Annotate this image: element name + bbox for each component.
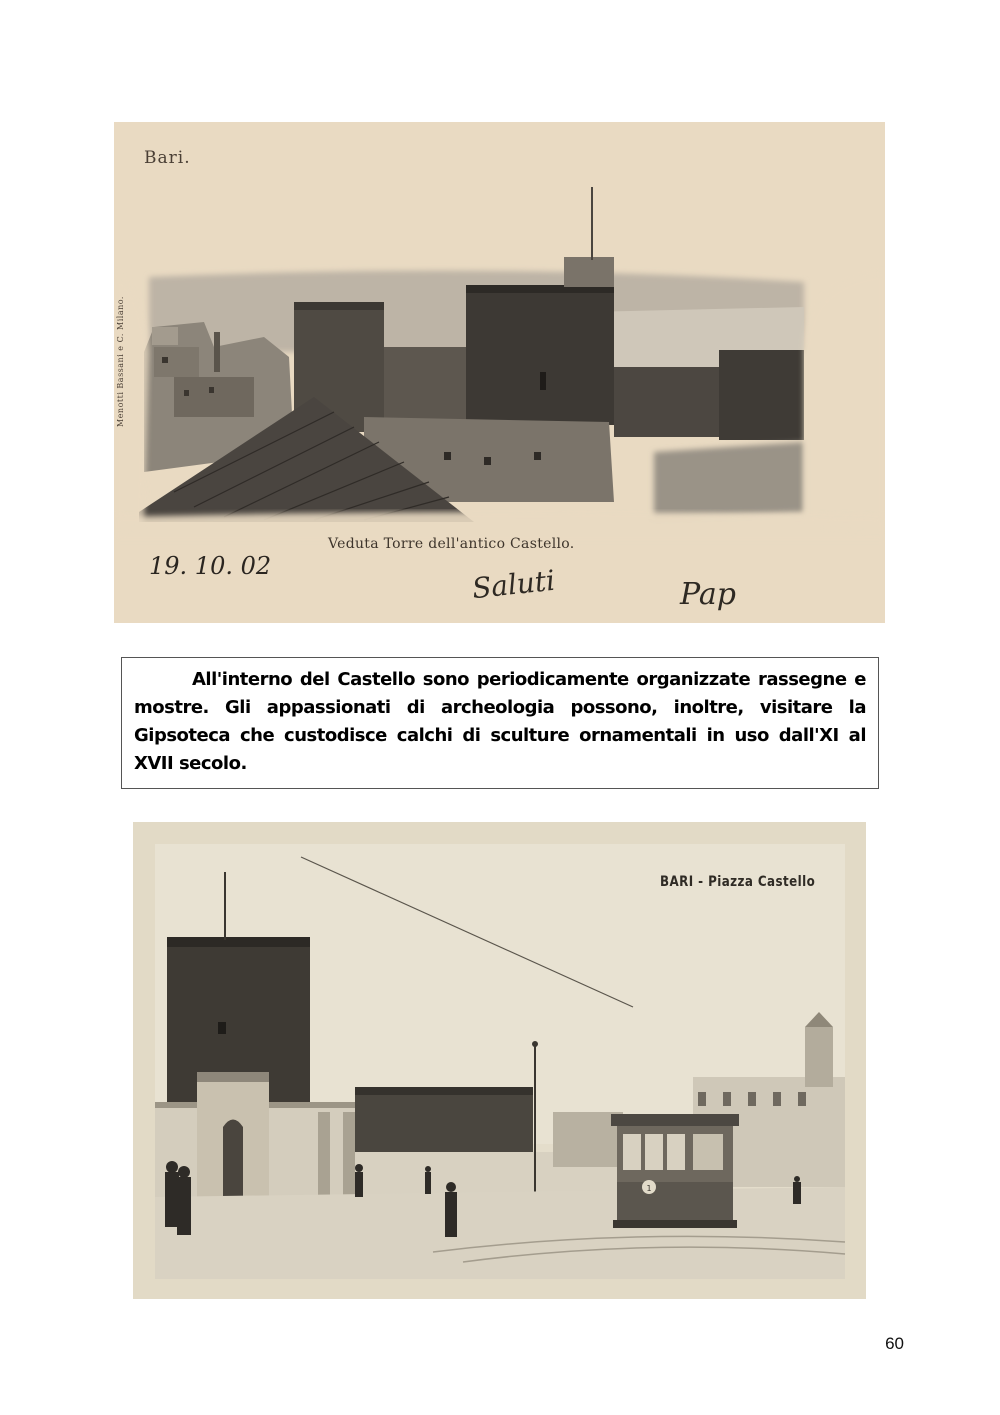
piazza-castello-photo (133, 822, 866, 1299)
info-paragraph: All'interno del Castello sono periodicamente organizzate rassegne e mostre. Gli appassionati di archeologia possono, inoltre, visitare la Gipsoteca che custodisce calchi di sculture ornamentali in uso dall'XI al XVII secolo. (134, 669, 866, 774)
postcard-title: BARI - Piazza Castello (660, 874, 816, 890)
postcard-castle-tower (114, 122, 885, 623)
page-number: 60 (885, 1334, 904, 1353)
handwritten-signature: Pap (680, 577, 736, 612)
handwritten-greeting: Saluti (470, 563, 557, 606)
tram-number-label: 1 (646, 1184, 652, 1193)
postcard-publisher-imprint: Menotti Bassani e C. Milano. (116, 296, 125, 427)
handwritten-date: 19. 10. 02 (149, 552, 272, 580)
postcard-caption: Veduta Torre dell'antico Castello. (328, 536, 575, 552)
postcard-piazza-castello (133, 822, 866, 1299)
info-text-box (121, 657, 879, 789)
postcard-city-heading: Bari. (144, 148, 191, 168)
